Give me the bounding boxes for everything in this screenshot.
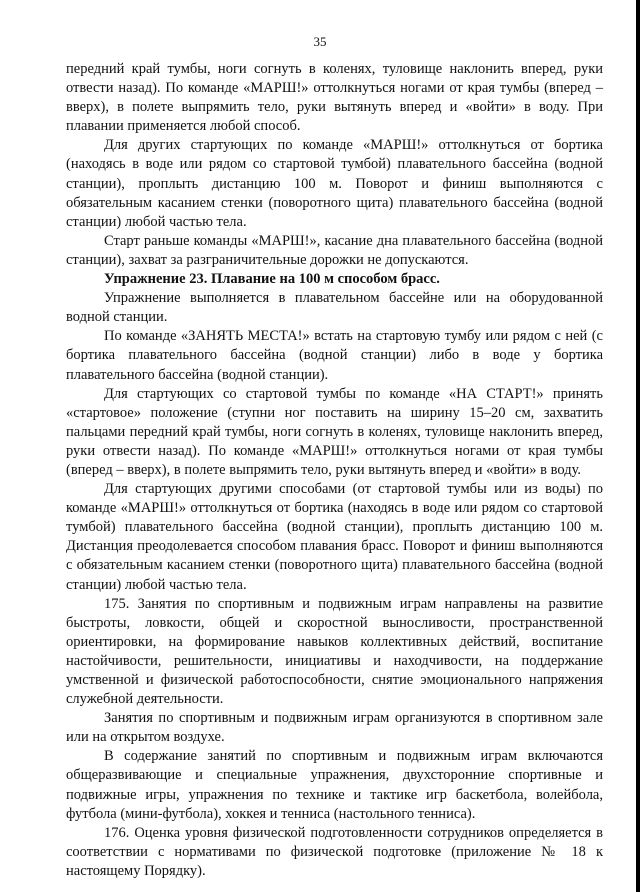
paragraph-other-start-methods: Для стартующих другими способами (от стартовой тумбы или из воды) по команде «МАРШ!» оттолкнуться от бортика (находясь в воде или рядом со стартовой тумбой) плавательного бассейна (водной станции), проплыть дистанцию 100 м. Дистанция преодолевается способом плавания брасс. Поворот и финиш выполняются с обязательным касанием стенки (поворотного щита) плавательного бассейна (водной станции) любой частью тела. (66, 481, 603, 593)
paragraph-games-content: В содержание занятий по спортивным и подвижным играм включаются общеразвивающие и специальные упражнения, двухсторонние спортивные и подвижные игры, упражнения по технике и тактике игр баскетбола, волейбола, футбола (мини-футбола), хоккея и тенниса (настольного тенниса). (66, 748, 603, 822)
paragraph-take-places-command: По команде «ЗАНЯТЬ МЕСТА!» встать на стартовую тумбу или рядом с ней (с бортика плавательного бассейна (водной станции) либо в воде у бортика плавательного бассейна (водной станции). (66, 328, 603, 383)
document-body (66, 60, 603, 881)
paragraph-games-organization: Занятия по спортивным и подвижным играм организуются в спортивном зале или на открытом воздухе. (66, 710, 603, 746)
paragraph-item-176: 176. Оценка уровня физической подготовленности сотрудников определяется в соответствии с нормативами по физической подготовке (приложение № 18 к настоящему Порядку). (66, 824, 603, 879)
page-number: 35 (313, 34, 327, 49)
paragraph-block-start: Для стартующих со стартовой тумбы по команде «НА СТАРТ!» принять «стартовое» положение (ступни ног поставить на ширину 15–20 см, захватить пальцами передний край тумбы, ноги согнуть в коленях, туловище наклонить вперед, руки отвести назад). По команде «МАРШ!» оттолкнуться ногами от края тумбы (вперед – вверх), в полете выпрямить тело, руки вытянуть вперед и «войти» в воду. (66, 385, 603, 478)
paragraph-other-starters: Для других стартующих по команде «МАРШ!» оттолкнуться от бортика (находясь в воде или рядом со стартовой тумбой) плавательного бассейна (водной станции), проплыть дистанцию 100 м. Поворот и финиш выполняются с обязательным касанием стенки (поворотного щита) плавательного бассейна (водной станции) любой частью тела. (66, 137, 603, 230)
exercise-23-heading: Упражнение 23. Плавание на 100 м способом брасс. (104, 271, 440, 288)
scan-edge-border (636, 0, 640, 892)
paragraph-exercise-location: Упражнение выполняется в плавательном бассейне или на оборудованной водной станции. (66, 290, 603, 326)
paragraph-continuation: передний край тумбы, ноги согнуть в коленях, туловище наклонить вперед, руки отвести назад). По команде «МАРШ!» оттолкнуться ногами от края тумбы (вперед – вверх), в полете выпрямить тело, руки вытянуть вперед и «войти» в воду. При плавании применяется любой способ. (66, 61, 603, 135)
paragraph-false-start-rules: Старт раньше команды «МАРШ!», касание дна плавательного бассейна (водной станции), захват за разграничительные дорожки не допускаются. (66, 232, 603, 268)
paragraph-item-175: 175. Занятия по спортивным и подвижным играм направлены на развитие быстроты, ловкости, общей и скоростной выносливости, пространственной ориентировки, на формирование навыков коллективных действий, воспитание настойчивости, решительности, инициативы и находчивости, на поддержание умственной и физической работоспособности, снятие эмоционального напряжения служебной деятельности. (66, 595, 603, 708)
